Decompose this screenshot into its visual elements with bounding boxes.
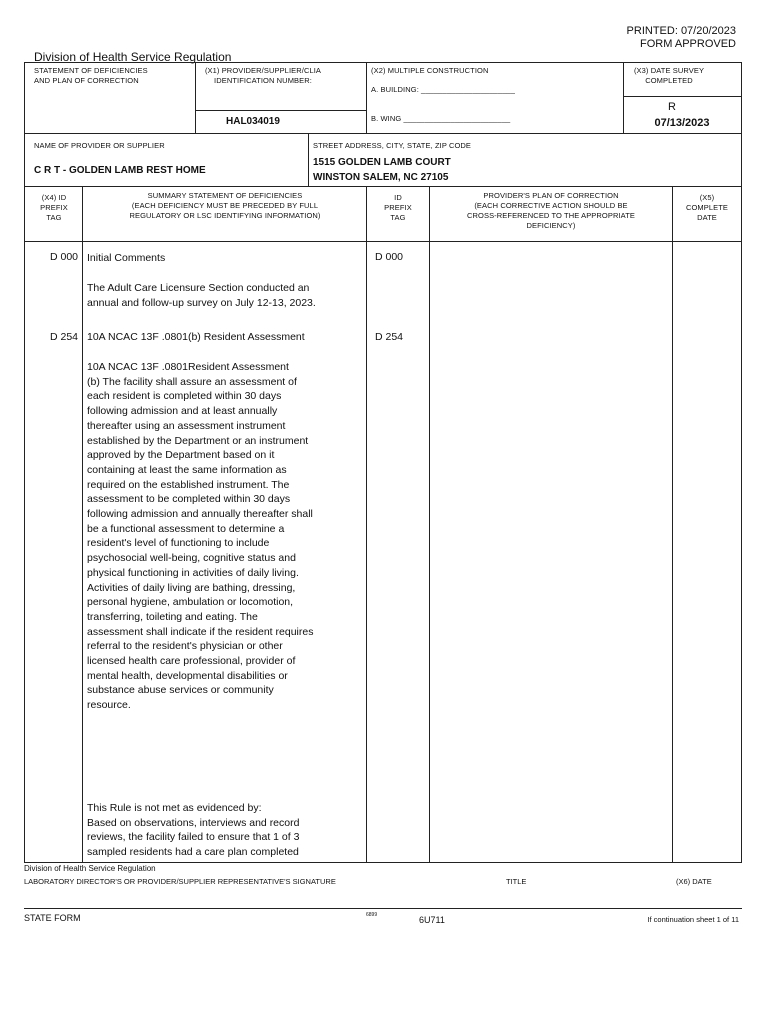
address-label: STREET ADDRESS, CITY, STATE, ZIP CODE: [313, 141, 472, 150]
col-id-header: ID PREFIX TAG: [384, 193, 412, 222]
entry-title: Initial Comments: [87, 252, 166, 264]
statement-label: STATEMENT OF DEFICIENCIES AND PLAN OF CORRECTION: [34, 66, 148, 85]
survey-completed-date: 07/13/2023: [654, 117, 710, 129]
provider-name: C R T - GOLDEN LAMB REST HOME: [34, 165, 206, 176]
address-line-2: WINSTON SALEM, NC 27105: [313, 172, 449, 183]
address-line-1: 1515 GOLDEN LAMB COURT: [313, 157, 451, 168]
entry-rule-text: This Rule is not met as evidenced by: Based on observations, interviews and record reviews, the facility failed to ensure that 1 of 3 sampled residents had a care plan completed: [87, 802, 300, 859]
event-id: 6U711: [419, 915, 445, 925]
survey-code: R: [668, 101, 676, 113]
wing-field: B. WING _________________________: [371, 114, 511, 123]
continuation-sheet: If continuation sheet 1 of 11: [647, 915, 739, 924]
form-code: 6899: [366, 912, 378, 918]
col-plan-header: PROVIDER'S PLAN OF CORRECTION (EACH CORRECTIVE ACTION SHOULD BE CROSS-REFERENCED TO THE APPROPRIATE DEFICIENCY): [467, 191, 635, 230]
x6-date-label: (X6) DATE: [676, 877, 712, 886]
form-status: FORM APPROVED: [640, 38, 736, 50]
entry-body: The Adult Care Licensure Section conducted an annual and follow-up survey on July 12-13, 2023.: [87, 282, 316, 309]
entry-body: 10A NCAC 13F .0801Resident Assessment (b) The facility shall assure an assessment of each resident is completed within 30 days following admission and at least annually thereafter using an assessment instrument established by the Department or an instrument approved by the Department based on it containing at least the same information as required on the established instrument. The assessment to be completed within 30 days following admission and annually thereafter shall be a functional assessment to determine a resident's level of functioning to include psychosocial well-being, cognitive status and physical functioning in activities of daily living. Activities of daily living are bathing, dressing, personal hygiene, ambulation or locomotion, transferring, toileting and eating. The assessment shall indicate if the resident requires referral to the resident's physician or other licensed health care professional, provider of mental health, developmental disabilities or substance abuse services or community resource.: [87, 361, 314, 712]
col-x4-header: (X4) ID PREFIX TAG: [40, 193, 68, 222]
x3-label: (X3) DATE SURVEY COMPLETED: [633, 66, 705, 85]
footer-agency: Division of Health Service Regulation: [24, 864, 156, 873]
col-x5-header: (X5) COMPLETE DATE: [685, 193, 729, 222]
entry-id-tag: D 000: [375, 251, 404, 263]
x1-label: (X1) PROVIDER/SUPPLIER/CLIA IDENTIFICATION NUMBER:: [204, 66, 322, 85]
state-form-label: STATE FORM: [24, 913, 81, 923]
entry-tag: D 254: [50, 331, 79, 343]
signature-label: LABORATORY DIRECTOR'S OR PROVIDER/SUPPLIER REPRESENTATIVE'S SIGNATURE: [24, 877, 336, 886]
entry-title: 10A NCAC 13F .0801(b) Resident Assessment: [87, 331, 305, 343]
provider-name-label: NAME OF PROVIDER OR SUPPLIER: [34, 141, 165, 150]
provider-id-number: HAL034019: [226, 116, 280, 127]
agency-name: Division of Health Service Regulation: [34, 50, 232, 64]
col-summary-header: SUMMARY STATEMENT OF DEFICIENCIES (EACH DEFICIENCY MUST BE PRECEDED BY FULL REGULATORY OR LSC IDENTIFYING INFORMATION): [129, 191, 321, 220]
printed-date: PRINTED: 07/20/2023: [626, 25, 736, 37]
title-label: TITLE: [506, 877, 527, 886]
entry-id-tag: D 254: [375, 331, 404, 343]
entry-tag: D 000: [50, 251, 79, 263]
building-field: A. BUILDING: ______________________: [371, 85, 516, 94]
x2-label: (X2) MULTIPLE CONSTRUCTION: [371, 66, 489, 75]
